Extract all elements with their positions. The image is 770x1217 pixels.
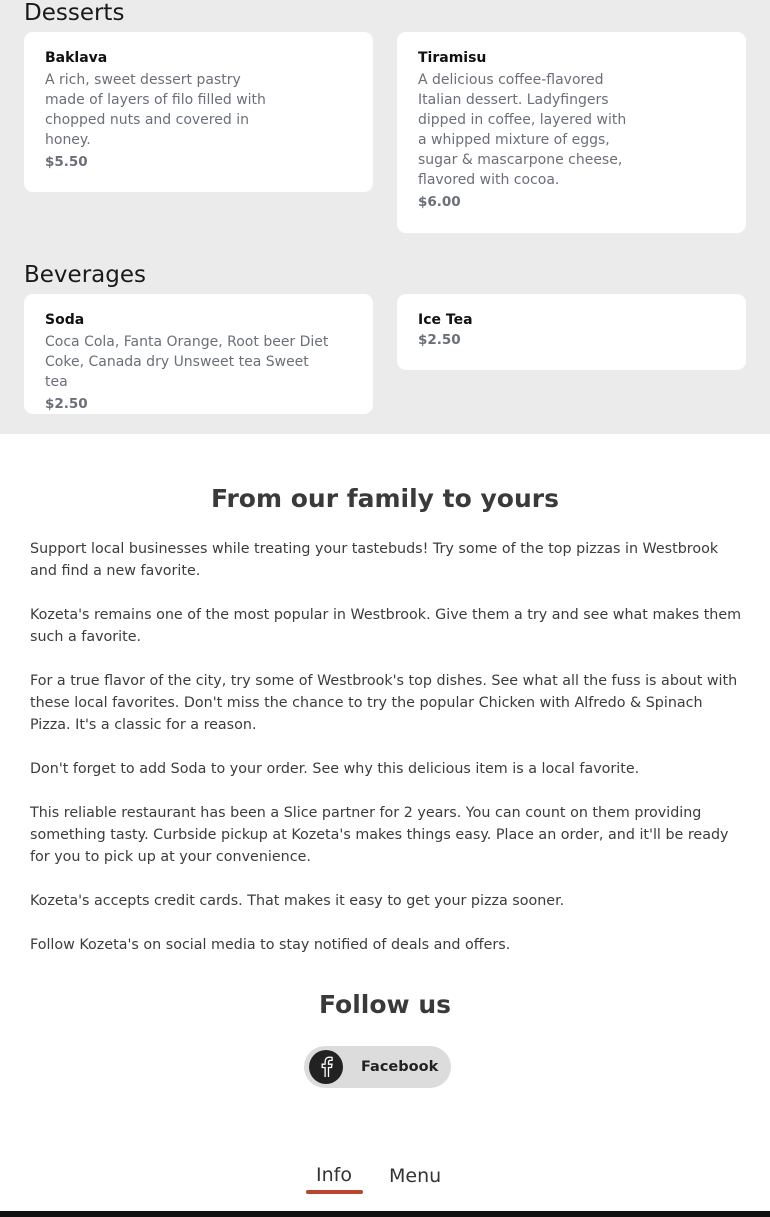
menu-item-card-soda[interactable]	[24, 294, 373, 414]
about-paragraph: Follow Kozeta's on social media to stay notified of deals and offers.	[30, 937, 511, 953]
section-title-beverages: Beverages	[24, 262, 146, 288]
menu-item-card-baklava[interactable]	[24, 32, 373, 192]
menu-item-price: $2.50	[418, 332, 461, 348]
menu-item-card-ice-tea[interactable]	[397, 294, 746, 370]
menu-item-name: Soda	[45, 312, 85, 328]
bottom-tabs	[0, 1160, 770, 1200]
facebook-label: Facebook	[361, 1059, 439, 1075]
menu-item-description: Coca Cola, Fanta Orange, Root beer Diet Coke, Canada dry Unsweet tea Sweet tea	[45, 334, 329, 390]
about-paragraphs	[30, 538, 745, 978]
menu-item-price: $6.00	[418, 194, 461, 210]
facebook-icon	[309, 1050, 343, 1084]
about-paragraph: Don't forget to add Soda to your order. See why this delicious item is a local favorite.	[30, 761, 640, 777]
about-paragraph: Kozeta's remains one of the most popular in Westbrook. Give them a try and see what makes them such a favorite.	[30, 607, 742, 645]
menu-item-name: Tiramisu	[418, 50, 487, 66]
section-title-desserts: Desserts	[24, 0, 125, 26]
about-paragraph: Support local businesses while treating your tastebuds! Try some of the top pizzas in Westbrook and find a new favorite.	[30, 541, 719, 579]
menu-item-name: Baklava	[45, 50, 108, 66]
follow-us-title: Follow us	[318, 990, 452, 1019]
tab-info[interactable]: Info	[316, 1164, 352, 1186]
menu-item-description: A delicious coffee-flavored Italian dessert. Ladyfingers dipped in coffee, layered with a whipped mixture of eggs, sugar & mascarpone cheese, flavored with cocoa.	[418, 72, 627, 188]
about-paragraph: Kozeta's accepts credit cards. That makes it easy to get your pizza sooner.	[30, 893, 565, 909]
bottom-bar	[0, 1211, 770, 1217]
menu-item-card-tiramisu[interactable]	[397, 32, 746, 233]
about-paragraph: This reliable restaurant has been a Slice partner for 2 years. You can count on them providing something tasty. Curbside pickup at Kozeta's makes things easy. Place an order, and it'll be ready for you to pick up at your convenience.	[30, 805, 729, 865]
facebook-button[interactable]	[304, 1046, 451, 1088]
tab-menu[interactable]: Menu	[389, 1165, 442, 1187]
menu-section-area	[0, 0, 770, 434]
menu-item-price: $5.50	[45, 154, 88, 170]
menu-item-description: A rich, sweet dessert pastry made of layers of filo filled with chopped nuts and covered in honey.	[45, 72, 266, 148]
about-paragraph: For a true flavor of the city, try some of Westbrook's top dishes. See what all the fuss is about with these local favorites. Don't miss the chance to try the popular Chicken with Alfredo & Spinach Pizza. It's a classic for a reason.	[30, 673, 738, 733]
menu-item-name: Ice Tea	[418, 312, 473, 328]
menu-item-price: $2.50	[45, 396, 88, 412]
active-tab-indicator	[306, 1190, 363, 1194]
about-title: From our family to yours	[211, 484, 559, 513]
